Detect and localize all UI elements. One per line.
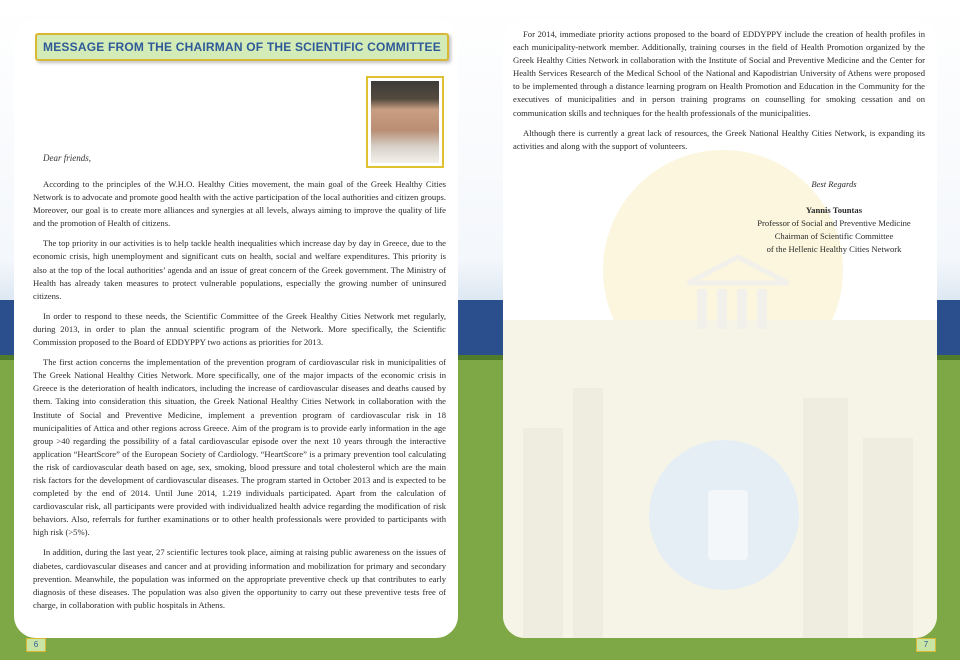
- signature-name: Yannis Tountas: [805, 205, 863, 215]
- page-heading: MESSAGE FROM THE CHAIRMAN OF THE SCIENTIFIC COMMITTEE: [35, 33, 449, 61]
- right-body-text: [513, 28, 925, 160]
- temple-icon: [683, 255, 793, 335]
- salutation: Dear friends,: [43, 153, 91, 163]
- signature-title: Chairman of Scientific Committee: [774, 231, 894, 241]
- page-number-left: 6: [26, 638, 46, 652]
- signoff-block: [726, 178, 942, 256]
- portrait-image: [371, 81, 439, 163]
- paragraph: Although there is currently a great lack of resources, the Greek National Healthy Cities Network, is expanding its activities and along with the support of volunteers.: [513, 127, 925, 151]
- paragraph: For 2014, immediate priority actions proposed to the board of EDDYPPY include the creation of health profiles in each municipality-network member. Additionally, training courses in the field of Health Promotion organized by the Greek Healthy Cities Network in collaboration with the Institute of Social and Preventive Medicine and the Center for Health Services Research of the Medical School of the National and Kapodistrian University of Athens were proposed to be implemented through a distance learning program on Health Promotion and Education in the Community for the executives of municipalities and in person training programs on counselling for smoking cessation and on communication skills and techniques for the health professionals of the municipalities.: [513, 29, 925, 118]
- paragraph: The first action concerns the implementation of the prevention program of cardiovascular risk in municipalities of The Greek National Healthy Cities Network. More specifically, one of the major impacts of the economic crisis in Greece is the deterioration of health indicators, including the increase of cardiovascular diseases and deaths caused by them. Taking into consideration this situation, the Greek National Healthy Cities Network in collaboration with the Institute of Social and Preventive Medicine, implement a prevention program of cardiovascular risk in 18 municipalities of Attica and other regions across Greece. Aim of the program is to provide early information in the age group >40 regarding the possibility of a fatal cardiovascular episode over the next 10 years through the interactive application “HeartScore” of the European Society of Cardiology. “HeartScore” is a primary prevention tool calculating the risk of cardiovascular death based on age, sex, smoking, blood pressure and total cholesterol which are the main risk factors for the development of cardiovascular diseases. The program started in October 2013 and is expected to be completed by the end of 2014. Until June 2014, 1.219 individuals participated. Apart from the calculation of cardiovascular risk, all participants were provided with individualized health advice regarding the modification of risk behaviors. Also, referrals for further examinations or to other health professionals were provided to participants with high risk (>5%).: [33, 357, 446, 538]
- chairman-photo: [366, 76, 444, 168]
- paragraph: According to the principles of the W.H.O. Healthy Cities movement, the main goal of the Greek Healthy Cities Network is to advocate and promote good health with the active participation of the local authorities and citizen groups. Moreover, our goal is to create more alliances and synergies at all levels, always aiming to improve the quality of life and the promotion of Health of citizens.: [33, 179, 446, 229]
- paragraph: In addition, during the last year, 27 scientific lectures took place, aiming at raising public awareness on the issues of diabetes, cardiovascular diseases and cancer and at providing information and mobilization for primary and secondary prevention. Meanwhile, the population was informed on the appropriate preventive check up that contributes to early diagnosis of these diseases. The population was also given the opportunity to carry out these preventive tests free of charge, in collaboration with public hospitals in Athens.: [33, 547, 446, 610]
- page-number-right: 7: [916, 638, 936, 652]
- building-shape: [523, 428, 563, 638]
- paragraph: The top priority in our activities is to help tackle health inequalities which increase day by day in Greece, due to the economic crisis, high unemployment and significant cuts on health, social and welfare expenditures. This priority is also at the top of the local authorities’ agenda and an issue of great concern of the Greek government. The Ministry of Health has already taken measures to protect vulnerable populations, especially the growing number of uninsured citizens.: [33, 238, 446, 301]
- paragraph: In order to respond to these needs, the Scientific Committee of the Greek Healthy Cities Network met regularly, during 2013, in order to plan the annual scientific program of the Network. More specifically, the Scientific Commission proposed to the Board of EDDYPPY two actions as priorities for 2013.: [33, 310, 446, 348]
- building-shape: [863, 438, 913, 638]
- building-shape: [803, 398, 848, 638]
- column-icon: [708, 490, 748, 560]
- signature-title: Professor of Social and Preventive Medicine: [757, 218, 911, 228]
- closing-regards: Best Regards: [811, 179, 857, 189]
- building-shape: [573, 388, 603, 638]
- left-body-text: [33, 178, 446, 619]
- signature-title: of the Hellenic Healthy Cities Network: [766, 244, 902, 254]
